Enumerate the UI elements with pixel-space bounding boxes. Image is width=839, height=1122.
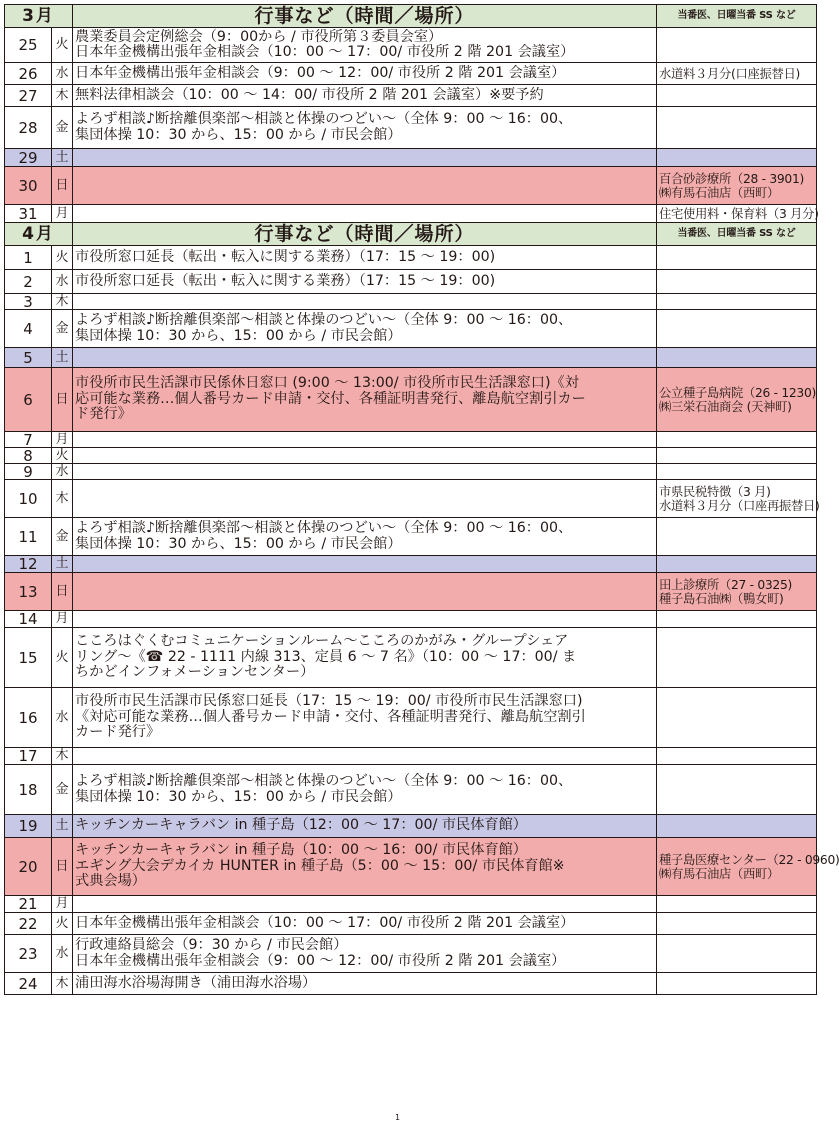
event-line: よろず相談♪断捨離倶楽部～相談と体操のつどい～（全体 9：00 ～ 16：00、	[75, 773, 573, 789]
duty-notes-cell	[657, 765, 817, 815]
event-line: 《対応可能な業務…個人番号カード申請・交付、各種証明書発行、離島航空割引	[75, 708, 586, 725]
duty-note-line: ㈱有馬石油店（西町）	[659, 866, 779, 881]
day-number: 23	[5, 935, 52, 973]
duty-notes-cell	[657, 85, 817, 107]
day-events-cell	[73, 815, 657, 838]
duty-note-line: ㈱有馬石油店（西町）	[659, 185, 779, 200]
calendar-day-row	[5, 973, 817, 995]
duty-notes-cell	[657, 28, 817, 63]
duty-notes-cell	[657, 270, 817, 294]
day-number: 24	[5, 973, 52, 995]
calendar-day-row	[5, 294, 817, 310]
events-column-title: 行事など（時間／場所）	[73, 223, 657, 246]
duty-notes-cell	[657, 294, 817, 310]
event-line: よろず相談♪断捨離倶楽部～相談と体操のつどい～（全体 9：00 ～ 16：00、	[75, 312, 573, 328]
duty-note-line: 市県民税特徴（3 月)	[659, 484, 771, 499]
calendar-day-row	[5, 348, 817, 368]
weekday-label: 火	[52, 628, 73, 688]
day-events-cell	[73, 628, 657, 688]
calendar-day-row	[5, 935, 817, 973]
duty-notes-cell	[657, 167, 817, 205]
day-events-cell	[73, 294, 657, 310]
duty-notes-cell	[657, 556, 817, 573]
day-number: 18	[5, 765, 52, 815]
month-label: 3月	[5, 5, 73, 28]
day-number: 3	[5, 294, 52, 310]
day-events-cell	[73, 28, 657, 63]
duty-note-line: 水道料３月分(口座振替日)	[659, 66, 800, 81]
calendar-day-row	[5, 85, 817, 107]
day-events-cell	[73, 310, 657, 348]
weekday-label: 土	[52, 149, 73, 167]
event-line: 応可能な業務…個人番号カード申請・交付、各種証明書発行、離島航空割引カー	[75, 390, 586, 407]
events-column-title: 行事など（時間／場所）	[73, 5, 657, 28]
calendar-day-row	[5, 464, 817, 480]
duty-note-line: 住宅使用料・保育料（3 月分)	[659, 206, 819, 221]
weekday-label: 水	[52, 464, 73, 480]
day-events-cell	[73, 107, 657, 149]
duty-notes-cell	[657, 611, 817, 628]
duty-note-line: 水道料３月分（口座再振替日)	[659, 498, 820, 513]
duty-notes-cell	[657, 573, 817, 611]
duty-notes-cell	[657, 913, 817, 935]
day-events-cell	[73, 348, 657, 368]
day-number: 2	[5, 270, 52, 294]
day-number: 30	[5, 167, 52, 205]
weekday-label: 土	[52, 815, 73, 838]
calendar-day-row	[5, 270, 817, 294]
day-events-cell	[73, 480, 657, 518]
weekday-label: 日	[52, 573, 73, 611]
weekday-label: 土	[52, 348, 73, 368]
event-line: 集団体操 10：30 から、15：00 から / 市民会館）	[75, 535, 402, 552]
event-line: 日本年金機構出張年金相談会（9：00 ～ 12：00/ 市役所 2 階 201 会議室）	[75, 952, 566, 969]
weekday-label: 月	[52, 896, 73, 913]
event-line: こころはぐくむコミュニケーションルーム～こころのかがみ・グループシェア	[75, 633, 569, 650]
weekday-label: 木	[52, 294, 73, 310]
weekday-label: 金	[52, 107, 73, 149]
event-line: 集団体操 10：30 から、15：00 から / 市民会館）	[75, 126, 402, 143]
calendar-day-row	[5, 765, 817, 815]
weekday-label: 木	[52, 480, 73, 518]
calendar-day-row	[5, 688, 817, 748]
event-line: よろず相談♪断捨離倶楽部～相談と体操のつどい～（全体 9：00 ～ 16：00、	[75, 111, 573, 127]
weekday-label: 水	[52, 688, 73, 748]
duty-notes-cell	[657, 480, 820, 518]
weekday-label: 木	[52, 748, 73, 765]
day-events-cell	[73, 448, 657, 464]
duty-column-title: 当番医、日曜当番 SS など	[657, 223, 817, 246]
day-events-cell	[73, 573, 657, 611]
day-events-cell	[73, 518, 657, 556]
duty-notes-cell	[657, 149, 817, 167]
event-line: 集団体操 10：30 から、15：00 から / 市民会館）	[75, 327, 402, 344]
month-header-row	[5, 223, 817, 246]
calendar-day-row	[5, 205, 817, 223]
weekday-label: 火	[52, 246, 73, 270]
event-line: 市役所窓口延長（転出・転入に関する業務）（17：15 ～ 19：00)	[75, 272, 496, 289]
duty-column-title: 当番医、日曜当番 SS など	[657, 5, 817, 28]
day-events-cell	[73, 432, 657, 448]
day-number: 17	[5, 748, 52, 765]
duty-notes-cell	[657, 448, 817, 464]
event-line: ド発行》	[75, 406, 132, 423]
duty-notes-cell	[657, 348, 817, 368]
weekday-label: 金	[52, 765, 73, 815]
duty-notes-cell	[657, 107, 817, 149]
event-line: よろず相談♪断捨離倶楽部～相談と体操のつどい～（全体 9：00 ～ 16：00、	[75, 520, 573, 536]
calendar-day-row	[5, 896, 817, 913]
day-number: 11	[5, 518, 52, 556]
weekday-label: 火	[52, 448, 73, 464]
day-events-cell	[73, 63, 657, 85]
duty-notes-cell	[657, 973, 817, 995]
weekday-label: 木	[52, 973, 73, 995]
calendar-day-row	[5, 63, 817, 85]
event-line: キッチンカーキャラバン in 種子島（12：00 ～ 17：00/ 市民体育館）	[75, 817, 527, 834]
day-number: 22	[5, 913, 52, 935]
day-events-cell	[73, 935, 657, 973]
day-number: 25	[5, 28, 52, 63]
event-line: 市役所市民生活課市民係休日窓口 (9:00 ～ 13:00/ 市役所市民生活課窓口)《対	[75, 375, 579, 392]
day-number: 7	[5, 432, 52, 448]
day-events-cell	[73, 270, 657, 294]
day-number: 13	[5, 573, 52, 611]
event-line: 日本年金機構出張年金相談会（9：00 ～ 12：00/ 市役所 2 階 201 会議室）	[75, 64, 566, 81]
duty-note-line: ㈱三栄石油商会 (天神町)	[659, 399, 792, 414]
weekday-label: 金	[52, 518, 73, 556]
weekday-label: 金	[52, 310, 73, 348]
calendar-day-row	[5, 611, 817, 628]
day-events-cell	[73, 748, 657, 765]
event-line: 式典会場）	[75, 873, 146, 890]
weekday-label: 日	[52, 838, 73, 896]
calendar-day-row	[5, 815, 817, 838]
day-number: 19	[5, 815, 52, 838]
day-number: 15	[5, 628, 52, 688]
day-number: 1	[5, 246, 52, 270]
event-line: 浦田海水浴場海開き（浦田海水浴場）	[75, 974, 317, 991]
day-number: 20	[5, 838, 52, 896]
weekday-label: 水	[52, 63, 73, 85]
month-label: 4月	[5, 223, 73, 246]
day-events-cell	[73, 368, 657, 432]
weekday-label: 日	[52, 167, 73, 205]
duty-notes-cell	[657, 688, 817, 748]
duty-notes-cell	[657, 368, 817, 432]
day-number: 14	[5, 611, 52, 628]
day-number: 28	[5, 107, 52, 149]
weekday-label: 水	[52, 935, 73, 973]
duty-notes-cell	[657, 205, 817, 223]
day-number: 16	[5, 688, 52, 748]
event-line: 無料法律相談会（10：00 ～ 14：00/ 市役所 2 階 201 会議室）※要予約	[75, 86, 544, 103]
calendar-day-row	[5, 556, 817, 573]
calendar-day-row	[5, 628, 817, 688]
weekday-label: 日	[52, 368, 73, 432]
duty-note-line: 種子島医療センター（22 - 0960)	[659, 852, 839, 867]
day-number: 4	[5, 310, 52, 348]
day-number: 31	[5, 205, 52, 223]
calendar-day-row	[5, 838, 817, 896]
day-events-cell	[73, 149, 657, 167]
weekday-label: 火	[52, 913, 73, 935]
day-number: 10	[5, 480, 52, 518]
calendar-day-row	[5, 518, 817, 556]
day-events-cell	[73, 913, 657, 935]
duty-notes-cell	[657, 310, 817, 348]
duty-notes-cell	[657, 432, 817, 448]
event-line: 市役所窓口延長（転出・転入に関する業務）（17：15 ～ 19：00)	[75, 248, 496, 265]
event-line: ちかどインフォメーションセンター）	[75, 664, 315, 681]
calendar-day-row	[5, 167, 817, 205]
calendar-day-row	[5, 149, 817, 167]
page-footer-mark: 1	[395, 1113, 401, 1122]
month-header-row	[5, 5, 817, 28]
weekday-label: 土	[52, 556, 73, 573]
event-line: 集団体操 10：30 から、15：00 から / 市民会館）	[75, 788, 402, 805]
event-line: エギング大会デカイカ HUNTER in 種子島（5：00 ～ 15：00/ 市民体育館※	[75, 857, 565, 874]
duty-notes-cell	[657, 748, 817, 765]
day-events-cell	[73, 167, 657, 205]
day-events-cell	[73, 246, 657, 270]
day-events-cell	[73, 205, 657, 223]
day-events-cell	[73, 85, 657, 107]
day-events-cell	[73, 611, 657, 628]
duty-notes-cell	[657, 838, 839, 896]
day-events-cell	[73, 556, 657, 573]
weekday-label: 火	[52, 28, 73, 63]
calendar-day-row	[5, 913, 817, 935]
day-events-cell	[73, 973, 657, 995]
event-line: 市役所市民生活課市民係窓口延長（17：15 ～ 19：00/ 市役所市民生活課窓口)	[75, 693, 583, 710]
duty-note-line: 田上診療所（27 - 0325)	[659, 577, 792, 592]
duty-notes-cell	[657, 815, 817, 838]
day-number: 5	[5, 348, 52, 368]
calendar-day-row	[5, 107, 817, 149]
duty-note-line: 種子島石油㈱（鴨女町)	[659, 591, 784, 606]
calendar-day-row	[5, 310, 817, 348]
day-events-cell	[73, 765, 657, 815]
day-events-cell	[73, 838, 657, 896]
weekday-label: 月	[52, 432, 73, 448]
calendar-day-row	[5, 573, 817, 611]
day-number: 8	[5, 448, 52, 464]
weekday-label: 水	[52, 270, 73, 294]
duty-notes-cell	[657, 628, 817, 688]
duty-note-line: 公立種子島病院（26 - 1230)	[659, 385, 816, 400]
day-number: 9	[5, 464, 52, 480]
calendar-day-row	[5, 480, 817, 518]
duty-notes-cell	[657, 63, 817, 85]
calendar-day-row	[5, 246, 817, 270]
event-line: リング～《☎ 22 - 1111 内線 313、定員 6 ～ 7 名》（10：00 ～ 17：00/ ま	[75, 648, 577, 665]
day-events-cell	[73, 688, 657, 748]
calendar-day-row	[5, 28, 817, 63]
calendar-day-row	[5, 448, 817, 464]
event-line: キッチンカーキャラバン in 種子島（10：00 ～ 16：00/ 市民体育館）	[75, 842, 527, 859]
weekday-label: 月	[52, 205, 73, 223]
event-line: 日本年金機構出張年金相談会（10：00 ～ 17：00/ 市役所 2 階 201 会議室）	[75, 914, 575, 931]
day-number: 12	[5, 556, 52, 573]
event-line: 日本年金機構出張年金相談会（10：00 ～ 17：00/ 市役所 2 階 201 会議室）	[75, 44, 575, 60]
event-line: 農業委員会定例総会（9：00から / 市役所第３委員会室）	[75, 28, 443, 45]
weekday-label: 月	[52, 611, 73, 628]
duty-note-line: 百合砂診療所（28 - 3901)	[659, 171, 804, 186]
event-line: カード発行》	[75, 724, 161, 741]
event-line: 行政連絡員総会（9：30 から / 市民会館）	[75, 937, 348, 953]
day-number: 27	[5, 85, 52, 107]
calendar-day-row	[5, 432, 817, 448]
event-calendar-table	[4, 4, 839, 995]
duty-notes-cell	[657, 518, 817, 556]
day-number: 29	[5, 149, 52, 167]
day-number: 21	[5, 896, 52, 913]
calendar-day-row	[5, 748, 817, 765]
calendar-day-row	[5, 368, 817, 432]
duty-notes-cell	[657, 246, 817, 270]
weekday-label: 木	[52, 85, 73, 107]
day-events-cell	[73, 896, 657, 913]
day-number: 6	[5, 368, 52, 432]
day-events-cell	[73, 464, 657, 480]
day-number: 26	[5, 63, 52, 85]
duty-notes-cell	[657, 464, 817, 480]
duty-notes-cell	[657, 935, 817, 973]
duty-notes-cell	[657, 896, 817, 913]
